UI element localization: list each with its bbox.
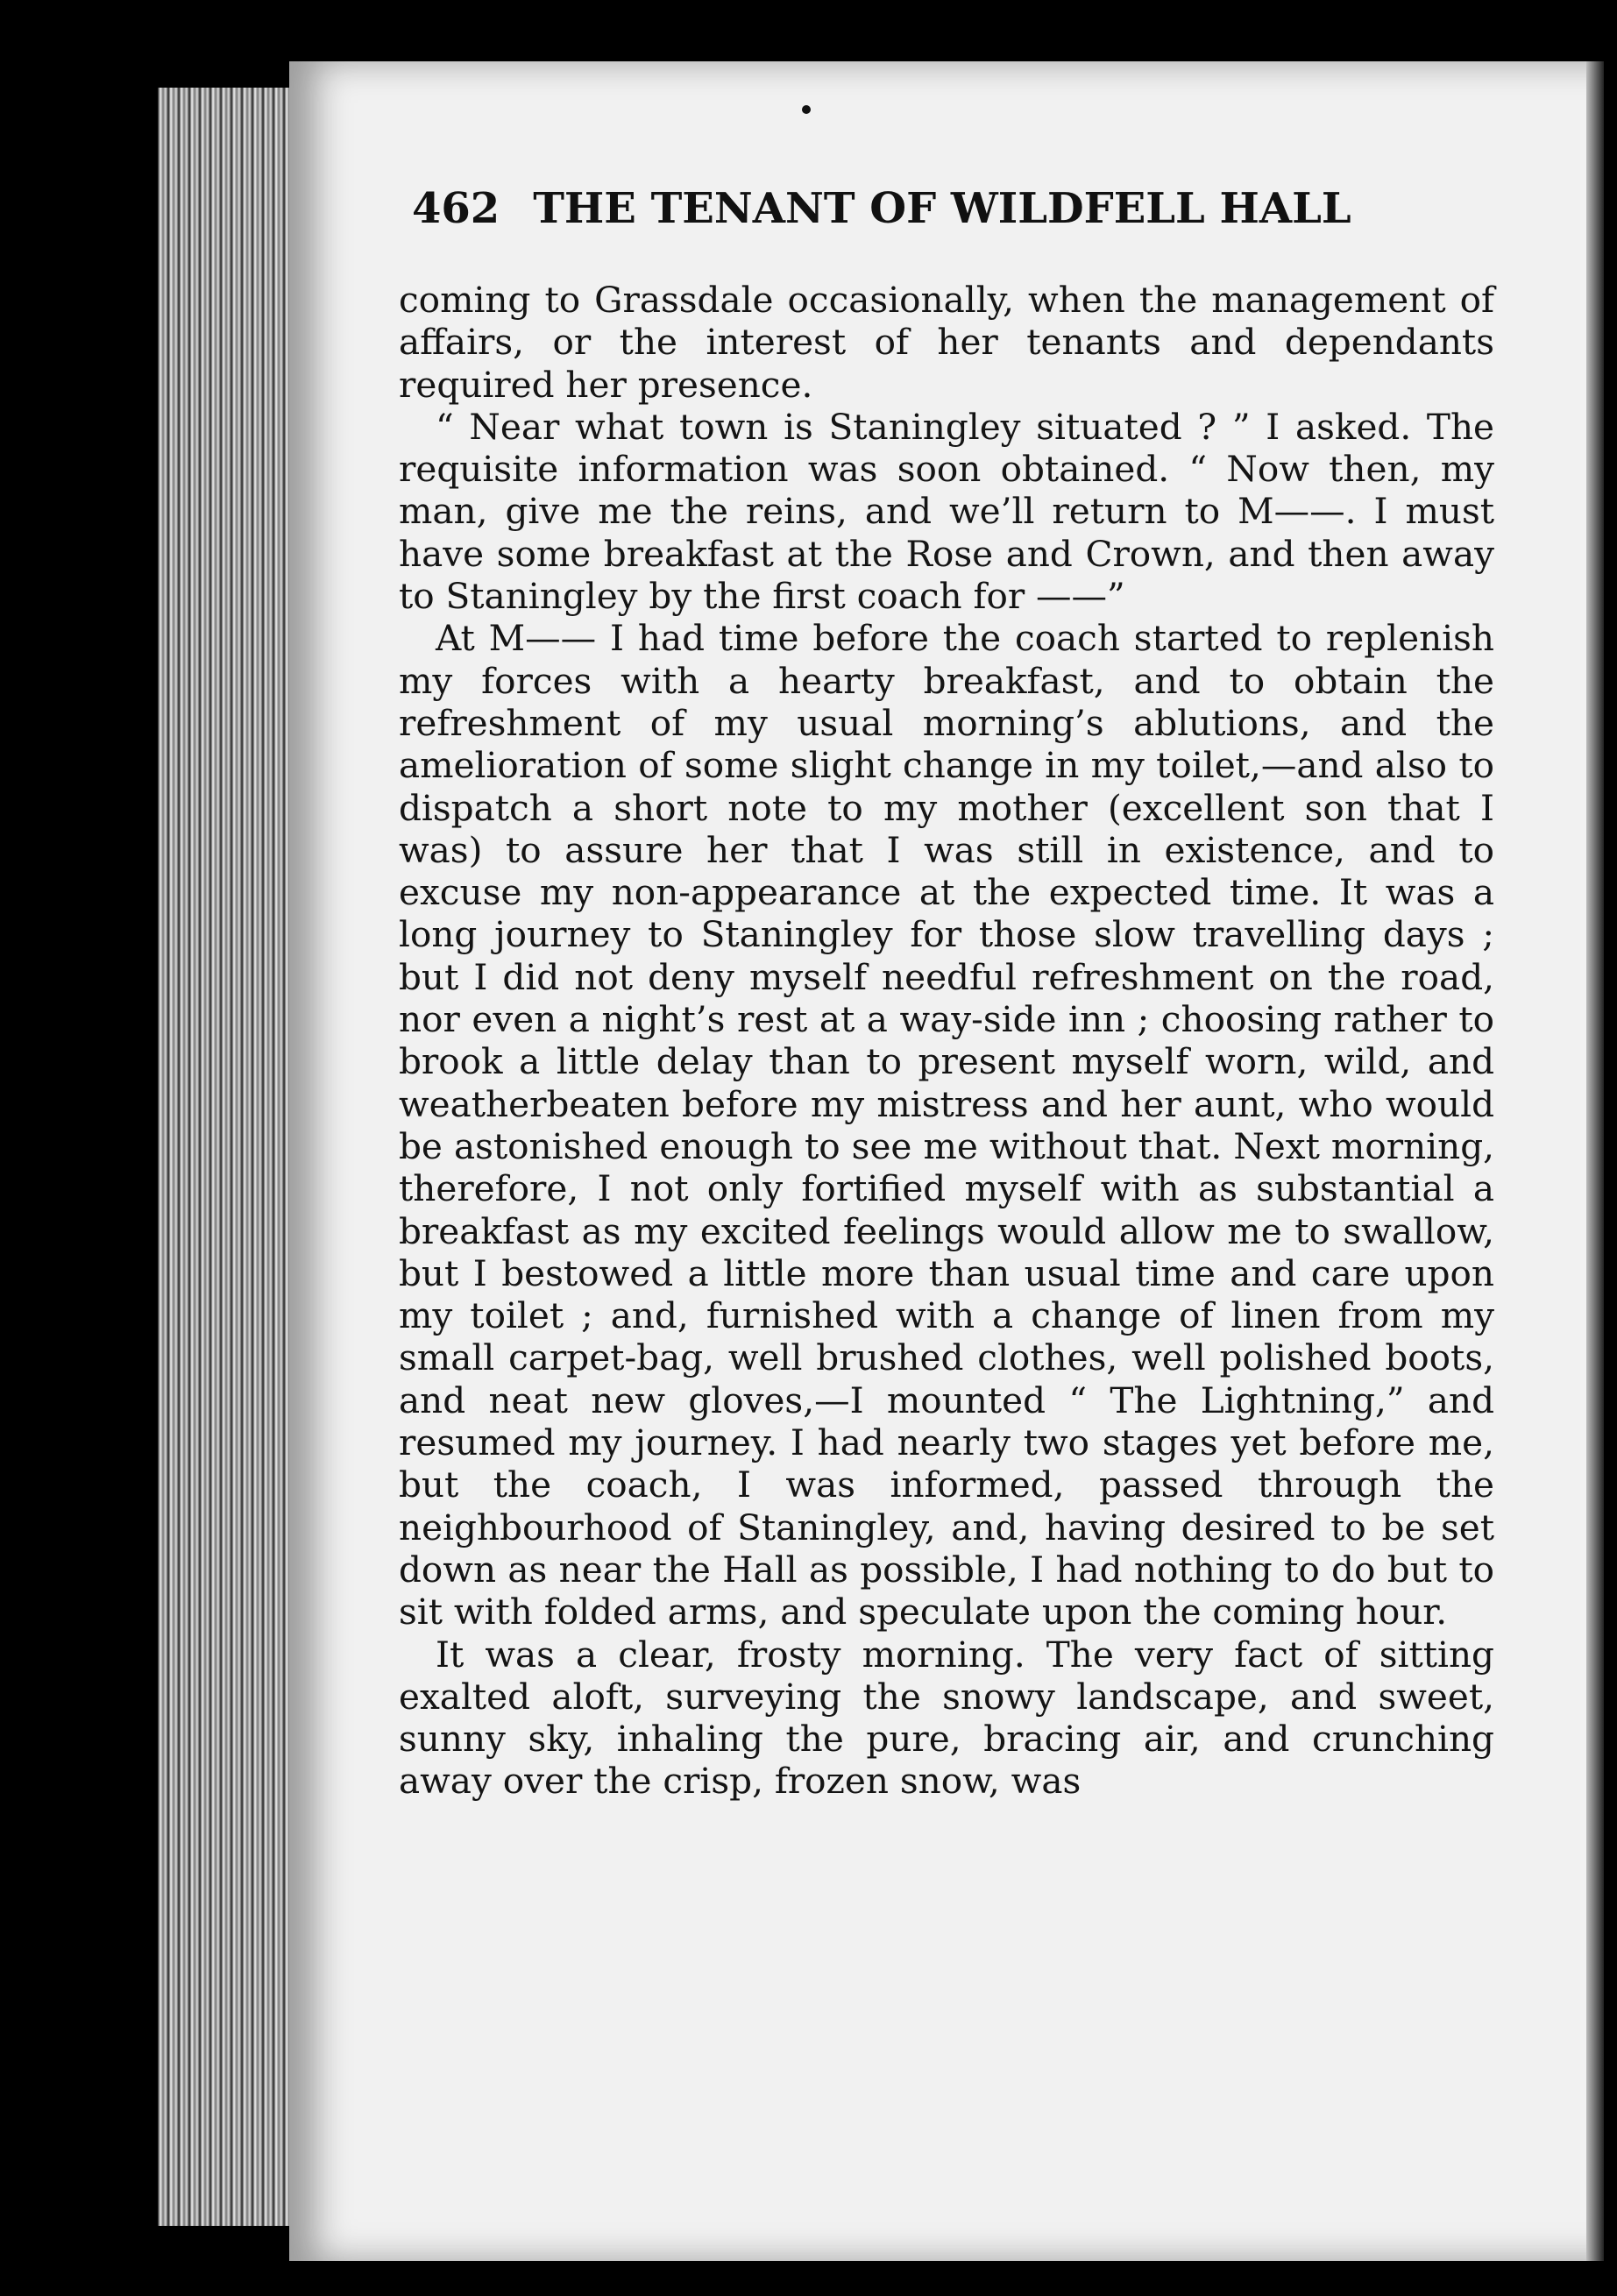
book-title: THE TENANT OF WILDFELL HALL xyxy=(533,184,1351,233)
paragraph: At M—— I had time before the coach started to replenish my forces with a hearty breakfast, and to obtain the refreshment of my usual morning’s ablutions, and the amelioration of some slight change in my toilet,—and also to dispatch a short note to my mother (excellent son that I was) to assure her that I was still in existence, and to excuse my non-appearance at the expected time. It was a long journey to Staningley for those slow travelling days ; but I did not deny myself needful refreshment on the road, nor even a night’s rest at a way-side inn ; choosing rather to brook a little delay than to present myself worn, wild, and weatherbeaten before my mistress and her aunt, who would be astonished enough to see me without that. Next morning, therefore, I not only fortified myself with as substantial a breakfast as my excited feelings would allow me to swallow, but I bestowed a little more than usual time and care upon my toilet ; and, furnished with a change of linen from my small carpet-bag, well brushed clothes, well polished boots, and neat new gloves,—I mounted “ The Lightning,” and resumed my journey. I had nearly two stages yet before me, but the coach, I was informed, passed through the neighbourhood of Staningley, and, having desired to be set down as near the Hall as possible, I had nothing to do but to sit with folded arms, and speculate upon the coming hour. xyxy=(399,617,1494,1633)
print-mark-dot xyxy=(802,105,811,114)
paragraph: coming to Grassdale occasionally, when the management of affairs, or the interest of her tenants and dependants required her presence. xyxy=(399,279,1494,406)
paragraph: It was a clear, frosty morning. The very fact of sitting exalted aloft, surveying the snowy landscape, and sweet, sunny sky, inhaling the pure, bracing air, and crunching away over the crisp, frozen snow, was xyxy=(399,1633,1494,1803)
book-page-edges xyxy=(158,88,298,2226)
body-text xyxy=(399,279,1494,1803)
page-gutter-shadow xyxy=(1586,61,1604,2261)
paragraph: “ Near what town is Staningley situated ? ” I asked. The requisite information was soon obtained. “ Now then, my man, give me the reins, and we’ll return to M——. I must have some breakfast at the Rose and Crown, and then away to Staningley by the first coach for ——” xyxy=(399,405,1494,618)
page-number: 462 xyxy=(412,184,500,233)
running-head xyxy=(412,184,1402,233)
